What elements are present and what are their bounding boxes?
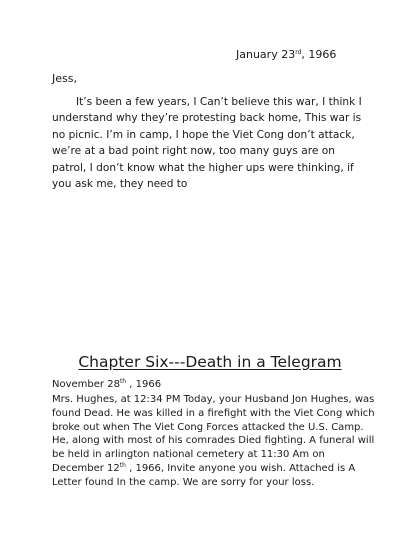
letter-date xyxy=(236,48,336,62)
telegram-body-part1: Mrs. Hughes, at 12:34 PM Today, your Husband Jon Hughes, was found Dead. He was killed in a firefight with the Viet Cong which broke out when The Viet Cong Forces attacked the U.S. Camp. He, along with most of his comrades Died fighting. A funeral will be held in arlington national cemetery at 11:30 Am on December 12 xyxy=(52,394,375,474)
telegram-date-year: , 1966 xyxy=(126,379,162,390)
telegram-body-part2: , 1966, Invite anyone you wish. Attached is A Letter found In the camp. We are sorry for your loss. xyxy=(52,462,356,488)
chapter-title: Chapter Six---Death in a Telegram xyxy=(78,353,342,371)
telegram-body-suffix: th xyxy=(119,461,126,469)
telegram-body xyxy=(52,393,376,490)
letter-salutation: Jess, xyxy=(52,72,77,85)
letter-date-year: , 1966 xyxy=(301,48,337,61)
telegram-date-day: November 28 xyxy=(52,379,120,390)
letter-date-day: January 23 xyxy=(236,48,296,61)
letter-body: It’s been a few years, I Can’t believe this war, I think I understand why they’re protesting back home, This war is no picnic. I’m in camp, I hope the Viet Cong don’t attack, we’re at a bad point right now, too many guys are on patrol, I don’t know what the higher ups were thinking, if you ask me, they need to xyxy=(52,96,362,191)
telegram-date xyxy=(52,378,161,392)
telegram-date-suffix: th xyxy=(119,378,127,385)
letter-date-suffix: rd xyxy=(295,49,302,56)
